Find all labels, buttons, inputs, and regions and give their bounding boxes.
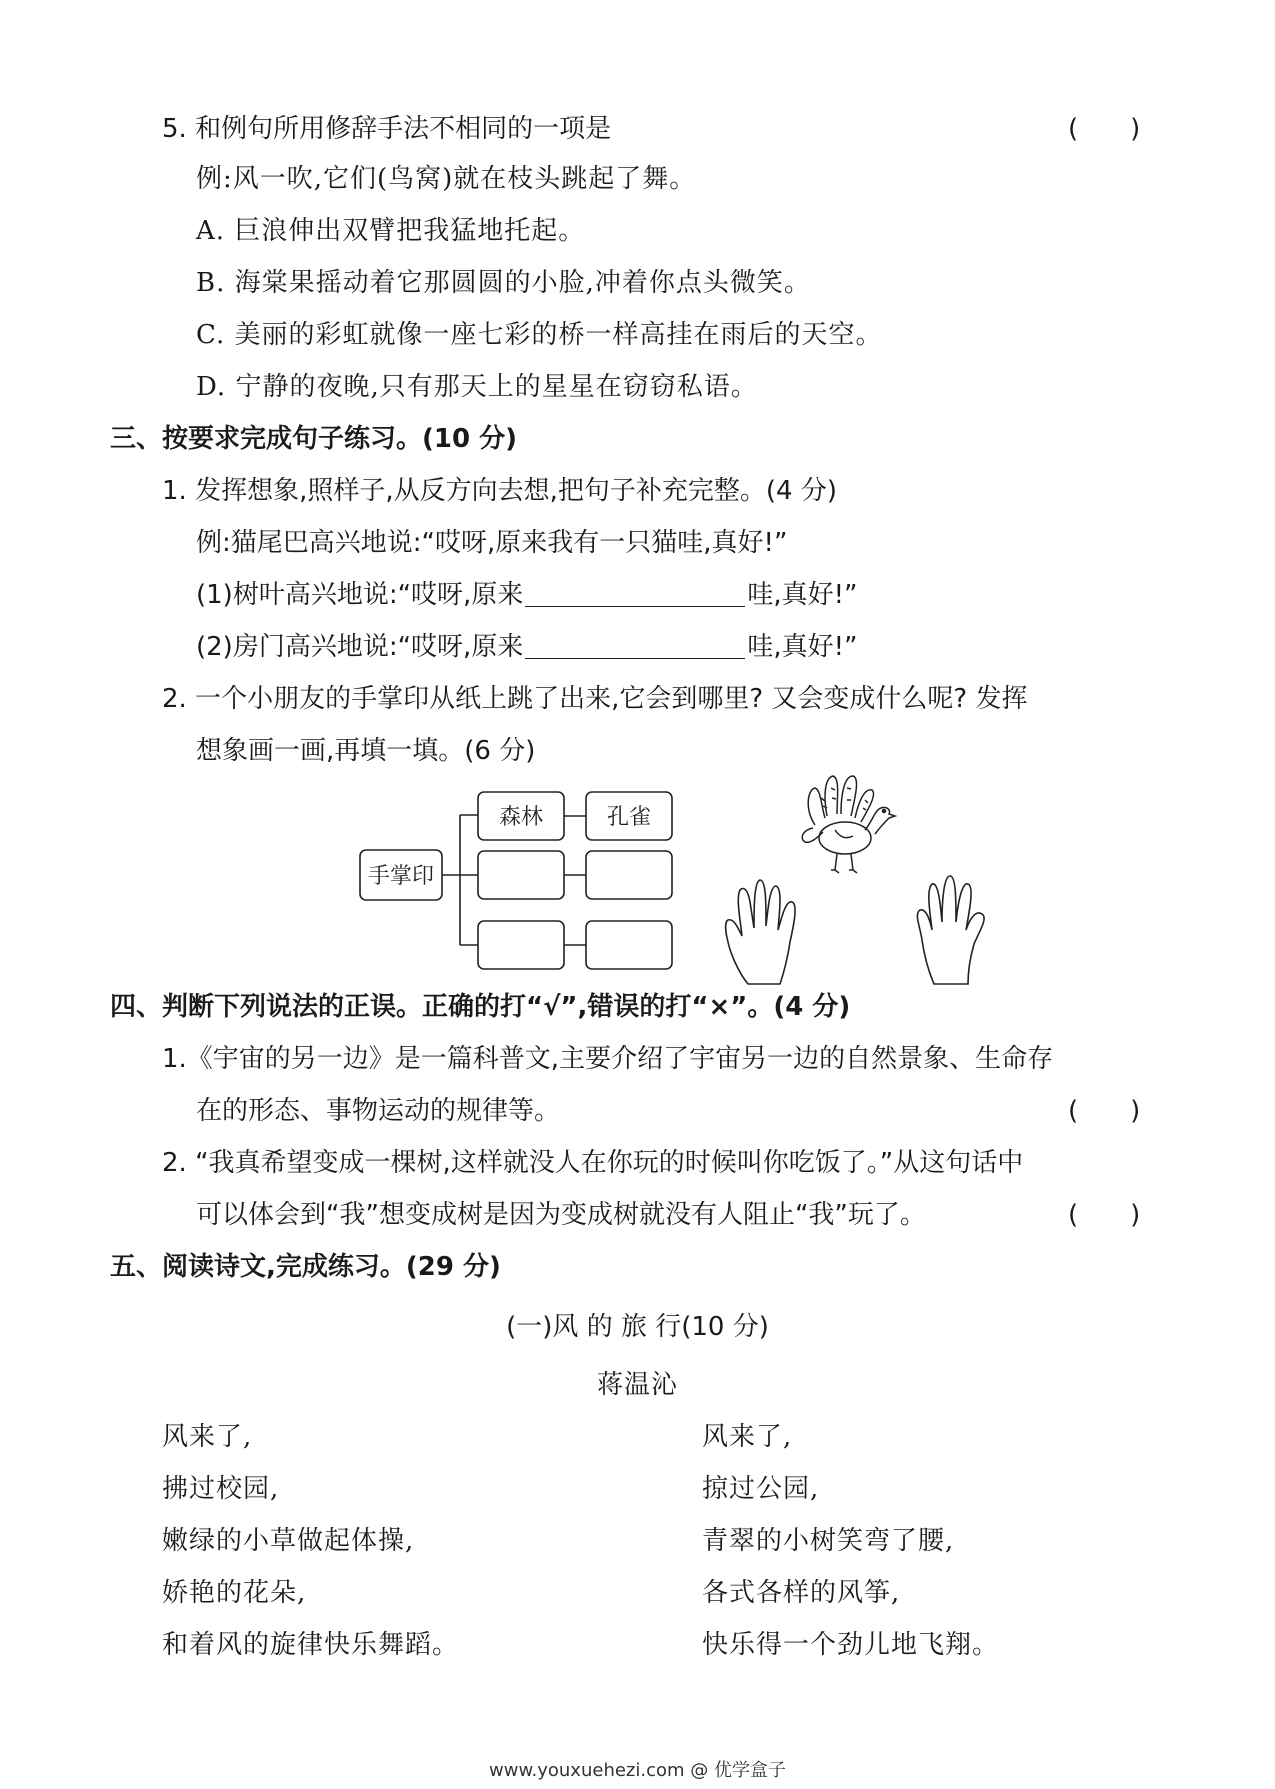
q5-answer-paren[interactable]: ( ) [1068,114,1141,144]
s4-q2-line2: 可以体会到“我”想变成树是因为变成树就没有人阻止“我”玩了。 [196,1200,926,1230]
node-forest-label: 森林 [498,805,544,830]
poem-right-line-5: 快乐得一个劲儿地飞翔。 [702,1630,1000,1660]
q5-option-d[interactable]: D. 宁静的夜晚,只有那天上的星星在窃窃私语。 [196,372,758,402]
s3-q1-prompt: 1. 发挥想象,照样子,从反方向去想,把句子补充完整。(4 分) [162,476,837,506]
poem-left-line-3: 嫩绿的小草做起体操, [162,1526,415,1556]
center-node-label: 手掌印 [367,864,435,889]
blank-node-2[interactable] [586,851,672,899]
q5-prompt: 5. 和例句所用修辞手法不相同的一项是 [162,114,612,144]
section-5-heading: 五、阅读诗文,完成练习。(29 分) [110,1252,501,1282]
node-peacock-label: 孔雀 [606,805,652,830]
poem-left-line-1: 风来了, [162,1422,253,1452]
s4-q1-line2: 在的形态、事物运动的规律等。 [196,1096,561,1126]
q5-option-a[interactable]: A. 巨浪伸出双臂把我猛地托起。 [196,216,586,246]
poem-right-line-1: 风来了, [702,1422,793,1452]
left-hand-outline-icon [718,872,814,992]
poem-title: (一)风 的 旅 行(10 分) [506,1312,769,1342]
q5-option-c[interactable]: C. 美丽的彩虹就像一座七彩的桥一样高挂在雨后的天空。 [196,320,883,350]
fill-blank-2[interactable] [525,632,745,659]
section-3-heading: 三、按要求完成句子练习。(10 分) [110,424,517,454]
s3-q1-example: 例:猫尾巴高兴地说:“哎呀,原来我有一只猫哇,真好!” [196,528,788,558]
handprint-peacock-icon [795,770,915,880]
blank-node-3[interactable] [478,921,564,969]
blank-node-1[interactable] [478,851,564,899]
blank-node-4[interactable] [586,921,672,969]
s4-q2-line1: 2. “我真希望变成一棵树,这样就没人在你玩的时候叫你吃饭了。”从这句话中 [162,1148,1024,1178]
footer-watermark: www.youxuehezi.com @ 优学盒子 [489,1760,786,1781]
s3-q2-prompt-line1: 2. 一个小朋友的手掌印从纸上跳了出来,它会到哪里? 又会变成什么呢? 发挥 [162,684,1028,714]
poem-right-line-3: 青翠的小树笑弯了腰, [702,1526,955,1556]
poem-author: 蒋温沁 [596,1370,678,1400]
s4-q2-answer-paren[interactable]: ( ) [1068,1200,1141,1230]
handprint-mind-map [350,780,690,980]
s4-q1-line1: 1.《宇宙的另一边》是一篇科普文,主要介绍了宇宙另一边的自然景象、生命存 [162,1044,1054,1074]
poem-left-line-4: 娇艳的花朵, [162,1578,307,1608]
poem-right-line-2: 掠过公园, [702,1474,820,1504]
poem-left-line-2: 拂过校园, [162,1474,280,1504]
right-hand-outline-icon [904,870,1000,992]
s3-q2-prompt-line2: 想象画一画,再填一填。(6 分) [196,736,536,766]
s3-q1-item-2: (2)房门高兴地说:“哎呀,原来 哇,真好!” [196,632,858,662]
s3-q1-item-1: (1)树叶高兴地说:“哎呀,原来 哇,真好!” [196,580,858,610]
poem-right-line-4: 各式各样的风筝, [702,1578,901,1608]
s4-q1-answer-paren[interactable]: ( ) [1068,1096,1141,1126]
fill-blank-1[interactable] [525,580,745,607]
q5-example: 例:风一吹,它们(鸟窝)就在枝头跳起了舞。 [196,164,697,194]
poem-left-line-5: 和着风的旋律快乐舞蹈。 [162,1630,460,1660]
q5-option-b[interactable]: B. 海棠果摇动着它那圆圆的小脸,冲着你点头微笑。 [196,268,811,298]
section-4-heading: 四、判断下列说法的正误。正确的打“√”,错误的打“×”。(4 分) [110,992,851,1022]
